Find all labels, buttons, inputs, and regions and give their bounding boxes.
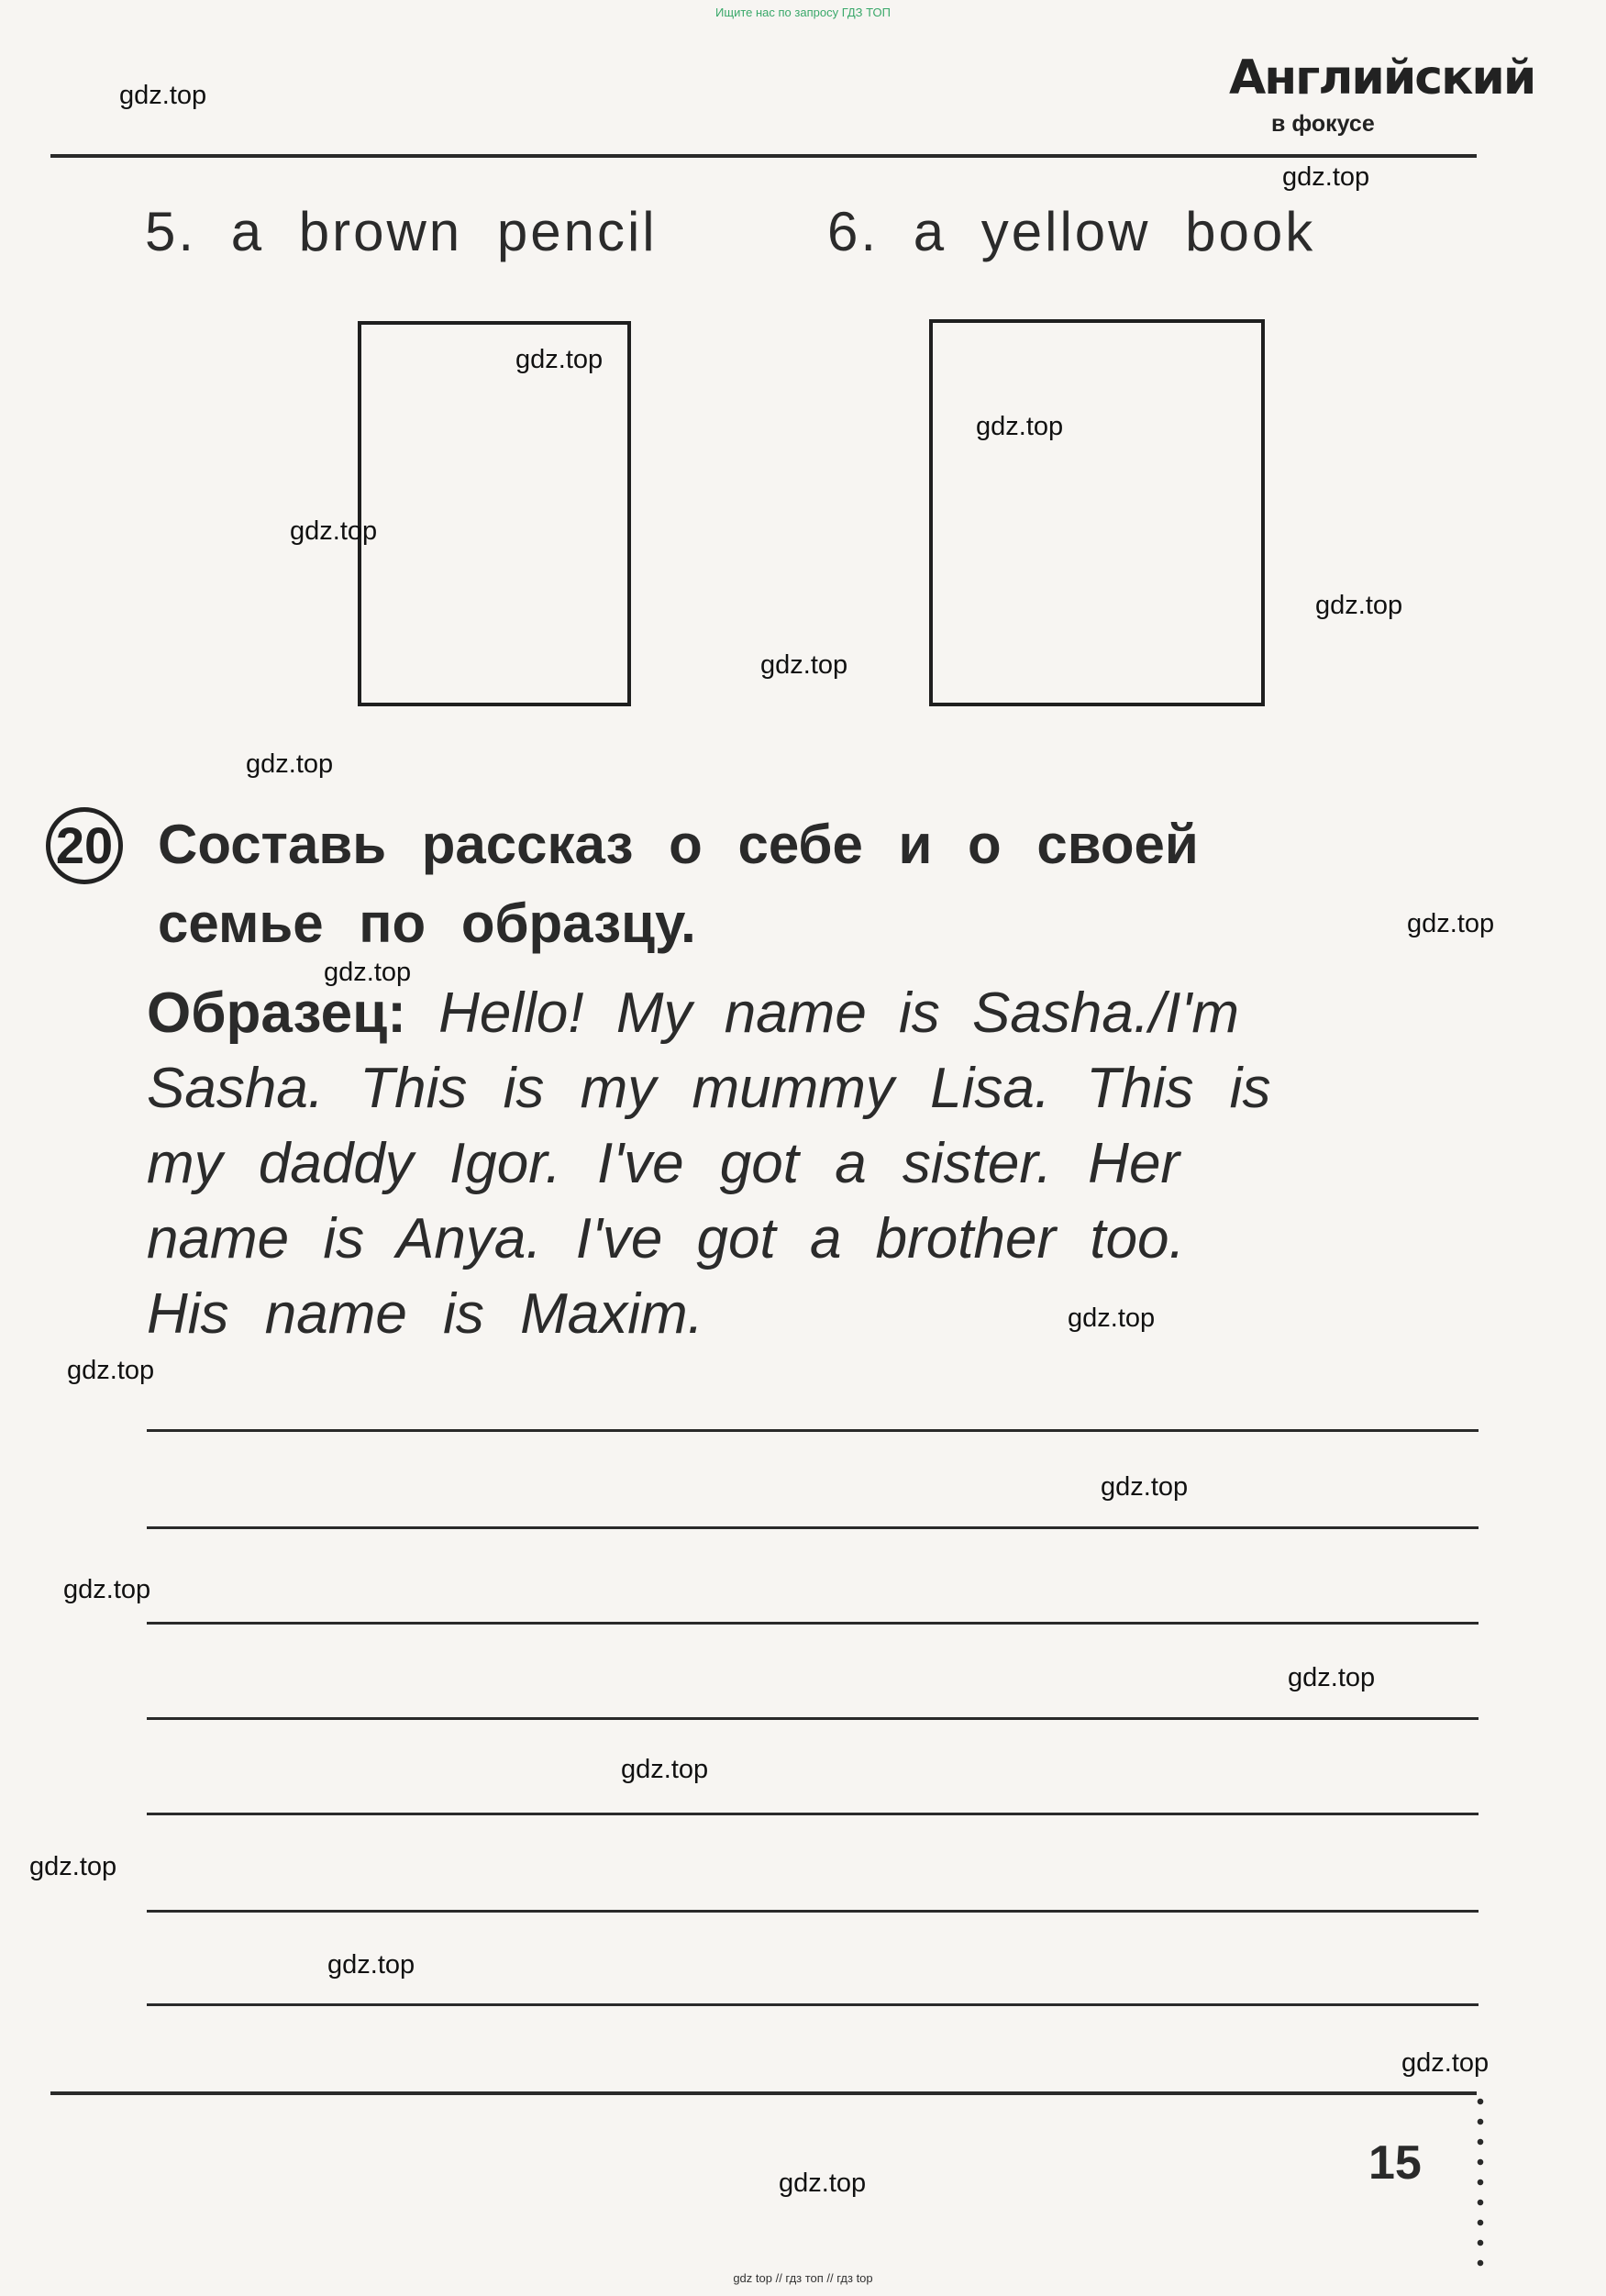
watermark: gdz.top	[976, 412, 1064, 441]
watermark: gdz.top	[779, 2168, 867, 2198]
drawing-box-5[interactable]	[358, 321, 631, 706]
watermark: gdz.top	[324, 958, 412, 987]
sample-line-1	[147, 976, 1239, 1051]
writing-line[interactable]	[147, 2003, 1479, 2006]
watermark: gdz.top	[515, 345, 604, 374]
sample-line-3: my daddy Igor. I've got a sister. Her	[147, 1132, 1180, 1195]
watermark: gdz.top	[760, 650, 848, 680]
watermark: gdz.top	[29, 1852, 117, 1881]
drawing-box-6[interactable]	[929, 319, 1265, 706]
writing-line[interactable]	[147, 1717, 1479, 1720]
task-instruction-line-2: семье по образцу.	[158, 893, 696, 954]
writing-line[interactable]	[147, 1910, 1479, 1913]
task-instruction-line-1: Составь рассказ о себе и о своей	[158, 814, 1199, 875]
watermark: gdz.top	[67, 1356, 155, 1385]
writing-line[interactable]	[147, 1813, 1479, 1815]
page-number: 15	[1368, 2136, 1422, 2190]
watermark: gdz.top	[1068, 1303, 1156, 1333]
sample-line-4: name is Anya. I've got a brother too.	[147, 1207, 1185, 1270]
item-5-label: 5. a brown pencil	[145, 201, 658, 262]
footer-rule	[50, 2091, 1477, 2095]
writing-line[interactable]	[147, 1526, 1479, 1529]
watermark: gdz.top	[1288, 1663, 1376, 1692]
top-banner: Ищите нас по запросу ГДЗ ТОП	[715, 6, 891, 19]
sample-text-1: Hello! My name is Sasha./I'm	[438, 982, 1239, 1045]
header-rule	[50, 154, 1477, 158]
bottom-banner: gdz top // гдз топ // гдз top	[733, 2271, 873, 2285]
book-logo	[1220, 50, 1535, 142]
item-6-label: 6. a yellow book	[827, 201, 1316, 262]
watermark: gdz.top	[1315, 591, 1403, 620]
watermark: gdz.top	[1401, 2048, 1490, 2078]
watermark: gdz.top	[290, 516, 378, 546]
page-edge-dots	[1477, 2091, 1484, 2275]
sample-label: Образец:	[147, 982, 406, 1045]
sample-line-2: Sasha. This is my mummy Lisa. This is	[147, 1057, 1271, 1120]
writing-line[interactable]	[147, 1622, 1479, 1625]
watermark: gdz.top	[1101, 1472, 1189, 1502]
task-instruction	[158, 805, 1199, 963]
watermark: gdz.top	[327, 1950, 415, 1980]
watermark: gdz.top	[246, 749, 334, 779]
logo-subtitle: в фокусе	[1271, 111, 1375, 137]
writing-line[interactable]	[147, 1429, 1479, 1432]
task-number-badge: 20	[46, 807, 123, 884]
watermark: gdz.top	[119, 81, 207, 110]
logo-title: Английский	[1229, 50, 1535, 105]
watermark: gdz.top	[1282, 162, 1370, 192]
watermark: gdz.top	[1407, 909, 1495, 938]
sample-line-5: His name is Maxim.	[147, 1282, 703, 1346]
watermark: gdz.top	[621, 1755, 709, 1784]
watermark: gdz.top	[63, 1575, 151, 1604]
